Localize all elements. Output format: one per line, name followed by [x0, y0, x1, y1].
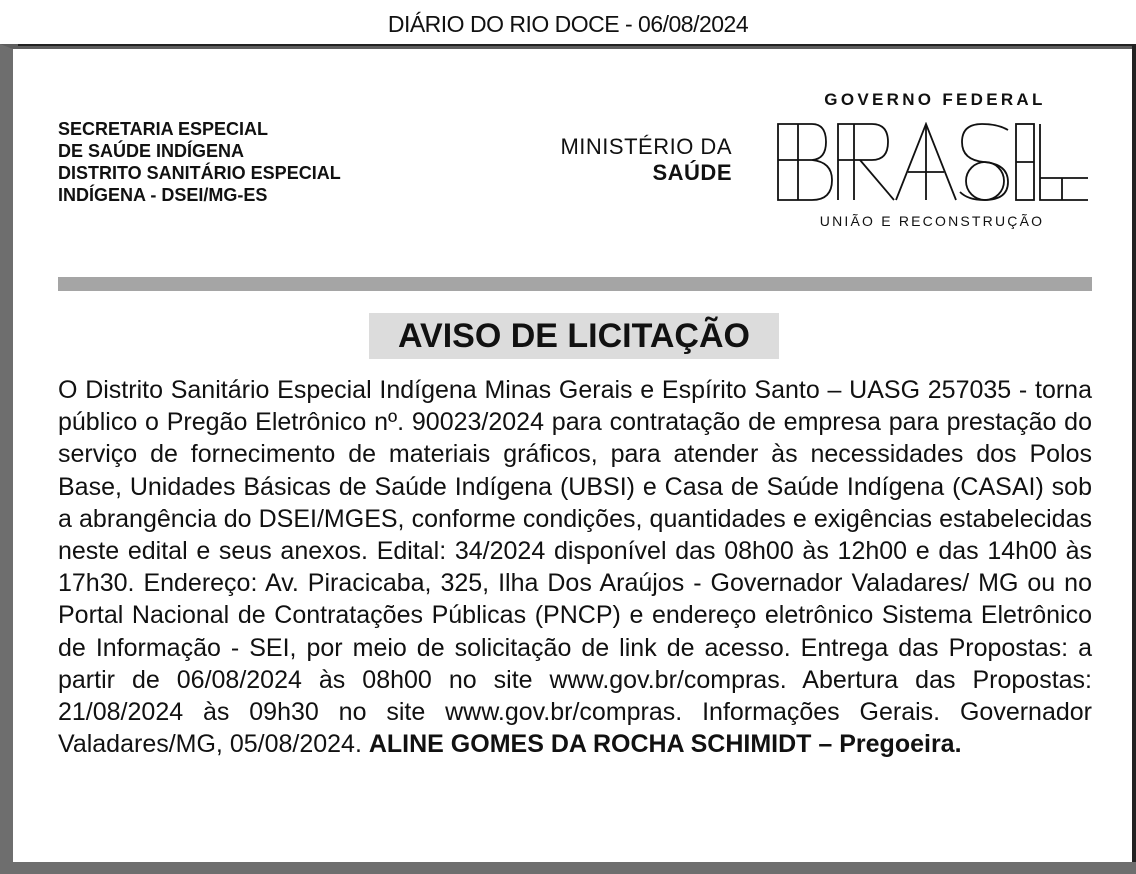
notice-signature: ALINE GOMES DA ROCHA SCHIMIDT – Pregoeira.	[368, 730, 962, 759]
notice-body-text: O Distrito Sanitário Especial Indígena Minas Gerais e Espírito Santo – UASG 257035 - torna público o Pregão Eletrônico nº. 90023/2024 para contratação de empresa para prestação do serviço de fornecimento de materiais gráficos, para atender às necessidades dos Polos Base, Unidades Básicas de Saúde Indígena (UBSI) e Casa de Saúde Indígena (CASAI) sob a abrangência do DSEI/MGES, conforme condições, quantidades e exigências estabelecidas neste edital e seus anexos. Edital: 34/2024 disponível das 08h00 às 12h00 e das 14h00 às 17h30. Endereço: Av. Piracicaba, 325, Ilha Dos Araújos - Governador Valadares/ MG ou no Portal Nacional de Contratações Públicas (PNCP) e endereço eletrônico Sistema Eletrônico de Informação - SEI, por meio de solicitação de link de acesso. Entrega das Propostas: a partir de 06/08/2024 às 08h00 no site www.gov.br/compras. Abertura das Propostas: 21/08/2024 às 09h30 no site www.gov.br/compras. Informações Gerais. Governador Valadares/MG, 05/08/2024.	[58, 376, 1092, 759]
government-top-text: GOVERNO FEDERAL	[824, 90, 1046, 109]
ministry-line-1: MINISTÉRIO DA	[560, 134, 732, 159]
brasil-wordmark-logo	[776, 122, 1090, 202]
ministry-line-2: SAÚDE	[652, 160, 732, 185]
organization-header	[58, 118, 341, 206]
organization-line-1: SECRETARIA ESPECIAL	[58, 119, 269, 139]
frame-top-rule	[18, 44, 1136, 46]
organization-line-2: DE SAÚDE INDÍGENA	[58, 141, 245, 161]
frame-right-rule	[1132, 44, 1136, 862]
ministry-logo	[520, 134, 732, 186]
notice-body	[58, 374, 1092, 760]
newspaper-masthead: DIÁRIO DO RIO DOCE - 06/08/2024	[387, 11, 749, 37]
notice-title: AVISO DE LICITAÇÃO	[369, 313, 779, 359]
government-slogan: UNIÃO E RECONSTRUÇÃO	[819, 213, 1045, 229]
section-divider	[58, 277, 1092, 291]
organization-line-4: INDÍGENA - DSEI/MG-ES	[58, 185, 268, 205]
government-logo	[770, 90, 1100, 240]
organization-line-3: DISTRITO SANITÁRIO ESPECIAL	[58, 163, 341, 183]
